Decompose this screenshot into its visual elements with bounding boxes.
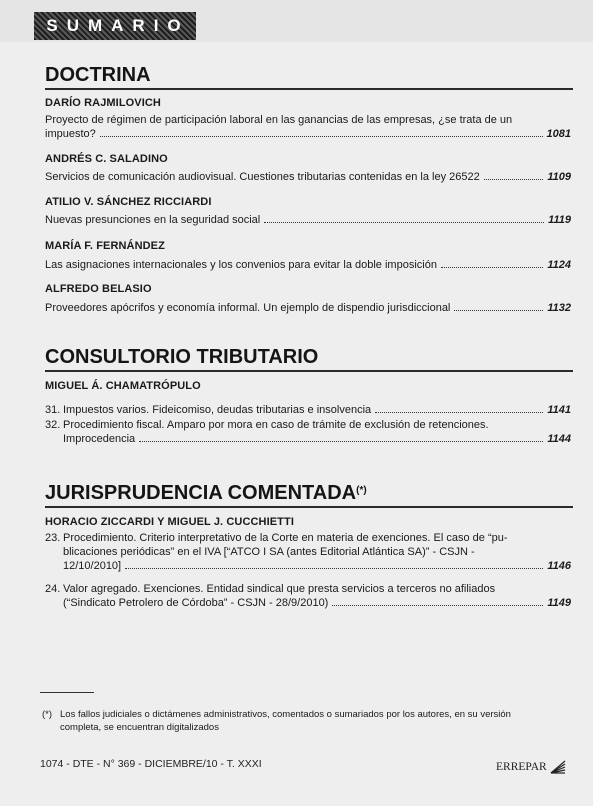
- toc-entry[interactable]: [45, 403, 571, 417]
- entry-text: Servicios de comunicación audiovisual. Cuestiones tributarias contenidas en la ley 26522: [45, 171, 480, 183]
- page-number: 1081: [546, 128, 571, 140]
- page-number: 1109: [547, 171, 571, 183]
- entry-text: Proyecto de régimen de participación laboral en las ganancias de las empresas, ¿se trata de un: [45, 114, 513, 126]
- toc-entry[interactable]: [45, 418, 571, 446]
- sumario-title: SUMARIO: [46, 16, 190, 35]
- section-title-consultorio: CONSULTORIO TRIBUTARIO: [45, 346, 319, 368]
- entry-text: Impuestos varios. Fideicomiso, deudas tributarias e insolvencia: [63, 404, 372, 416]
- entry-text: Nuevas presunciones en la seguridad social: [45, 214, 261, 226]
- dot-leader: [484, 170, 544, 180]
- author-sanchez-ricciardi: ATILIO V. SÁNCHEZ RICCIARDI: [45, 196, 212, 208]
- author-rajmilovich: DARÍO RAJMILOVICH: [45, 97, 161, 109]
- entry-text: Las asignaciones internacionales y los convenios para evitar la doble imposición: [45, 259, 437, 271]
- page-footer: 1074 - DTE - N° 369 - DICIEMBRE/10 - T. XXXI: [40, 758, 262, 770]
- section-rule: [45, 506, 573, 508]
- page-number: 1132: [547, 302, 571, 314]
- section-rule: [45, 88, 573, 90]
- section-title-jurisprudencia: [45, 482, 367, 505]
- footnote-rule: [40, 692, 94, 693]
- fan-logo-icon: [550, 760, 566, 774]
- toc-entry[interactable]: [45, 213, 571, 227]
- dot-leader: [441, 258, 543, 268]
- author-fernandez: MARÍA F. FERNÁNDEZ: [45, 240, 165, 252]
- footnote: [42, 708, 562, 734]
- page-number: 1119: [548, 214, 571, 226]
- sumario-banner: [34, 12, 196, 40]
- footnote-marker: (*): [356, 485, 367, 496]
- section-rule: [45, 370, 573, 372]
- dot-leader: [454, 301, 543, 311]
- section-title-doctrina: DOCTRINA: [45, 64, 151, 86]
- footnote-text: Los fallos judiciales o dictámenes administrativos, comentados o sumariados por los autores, en su versión: [60, 709, 511, 720]
- footnote-mark: (*): [42, 709, 53, 720]
- entry-text: 12/10/2010]: [63, 560, 122, 572]
- section-title-text: JURISPRUDENCIA COMENTADA: [45, 482, 357, 504]
- toc-entry[interactable]: [45, 582, 571, 610]
- dot-leader: [139, 432, 543, 442]
- dot-leader: [125, 559, 543, 569]
- toc-entry[interactable]: [45, 301, 571, 315]
- author-belasio: ALFREDO BELASIO: [45, 283, 152, 295]
- entry-number: 23.: [45, 532, 61, 544]
- author-saladino: ANDRÉS C. SALADINO: [45, 153, 168, 165]
- dot-leader: [332, 596, 543, 606]
- toc-entry[interactable]: [45, 258, 571, 272]
- page-number: 1141: [547, 404, 571, 416]
- dot-leader: [264, 213, 544, 223]
- author-chamatropulo: MIGUEL Á. CHAMATRÓPULO: [45, 380, 201, 392]
- entry-text: impuesto?: [45, 128, 96, 140]
- entry-text: Proveedores apócrifos y economía informal. Un ejemplo de dispendio jurisdiccional: [45, 302, 451, 314]
- entry-text: Improcedencia: [63, 433, 136, 445]
- brand-name: ERREPAR: [496, 761, 547, 773]
- page-number: 1144: [547, 433, 571, 445]
- toc-entry[interactable]: [45, 170, 571, 184]
- entry-text: Procedimiento. Criterio interpretativo de la Corte en materia de exenciones. El caso de “pu-: [63, 532, 508, 544]
- entry-text: Valor agregado. Exenciones. Entidad sindical que presta servicios a terceros no afiliados: [63, 583, 496, 595]
- publisher-logo: [496, 760, 566, 774]
- entry-number: 24.: [45, 583, 61, 595]
- toc-entry[interactable]: [45, 113, 571, 141]
- dot-leader: [100, 127, 543, 137]
- entry-text: blicaciones periódicas” en el IVA [“ATCO I SA (antes Editorial Atlántica SA)” - CSJN -: [63, 546, 475, 558]
- page-number: 1149: [547, 597, 571, 609]
- dot-leader: [375, 403, 543, 413]
- entry-text: (“Sindicato Petrolero de Córdoba” - CSJN - 28/9/2010): [63, 597, 329, 609]
- entry-text: Procedimiento fiscal. Amparo por mora en caso de trámite de exclusión de retenciones.: [63, 419, 489, 431]
- entry-number: 32.: [45, 419, 61, 431]
- author-ziccardi-cucchietti: HORACIO ZICCARDI Y MIGUEL J. CUCCHIETTI: [45, 516, 294, 528]
- page-number: 1124: [547, 259, 571, 271]
- entry-number: 31.: [45, 404, 61, 416]
- page-number: 1146: [547, 560, 571, 572]
- toc-entry[interactable]: [45, 531, 571, 573]
- footnote-text: completa, se encuentran digitalizados: [60, 722, 219, 733]
